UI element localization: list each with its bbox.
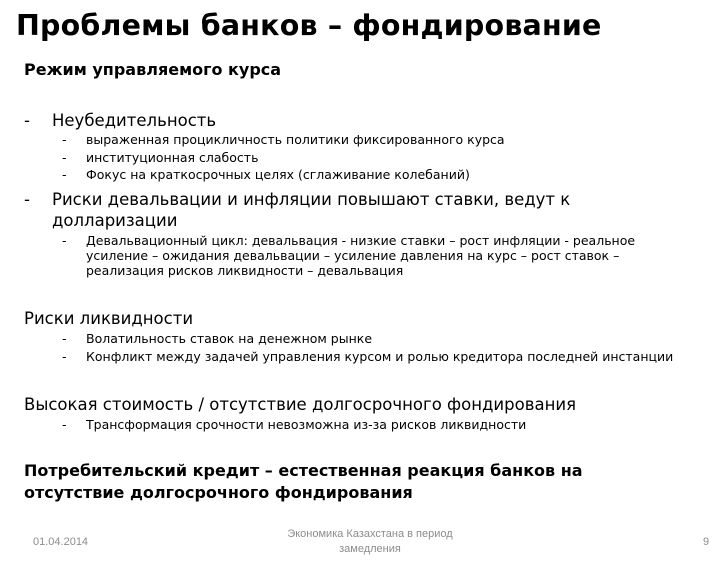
footer-title-line1: Экономика Казахстана в период — [287, 528, 453, 540]
section-heading-managed-rate: Режим управляемого курса — [24, 60, 282, 79]
sub-bullet-text: Трансформация срочности невозможна из-за рисков ликвидности — [86, 417, 527, 432]
footer-title — [270, 527, 470, 557]
slide-number: 9 — [703, 536, 710, 548]
section-heading-high-cost: Высокая стоимость / отсутствие долгосрочного фондирования — [24, 395, 577, 414]
sub-bullet-dash: - — [62, 167, 67, 182]
sub-bullet-dash: - — [62, 417, 67, 432]
bullet-text-line1: Риски девальвации и инфляции повышают ставки, ведут к — [52, 190, 571, 209]
footer-title-line2: замедления — [339, 543, 401, 555]
sub-bullet-text: выраженная процикличность политики фиксированного курса — [86, 132, 505, 147]
sub-bullet-text: институционная слабость — [86, 150, 259, 165]
conclusion-line1: Потребительский кредит – естественная реакция банков на — [24, 461, 583, 480]
sub-bullet-dash: - — [62, 150, 67, 165]
section-heading-liquidity-risks: Риски ликвидности — [24, 309, 194, 328]
sub-bullet-dash: - — [62, 132, 67, 147]
sub-bullet-text: Фокус на краткосрочных целях (сглаживание колебаний) — [86, 167, 470, 182]
bullet-text: Неубедительность — [52, 111, 217, 130]
bullet-dash: - — [24, 111, 30, 130]
sub-bullet-dash: - — [62, 331, 67, 346]
conclusion-line2: отсутствие долгосрочного фондирования — [24, 483, 413, 502]
bullet-text-line2: долларизации — [52, 211, 178, 230]
sub-bullet-text-line2: усиление – ожидания девальвации – усиление давления на курс – рост ставок – — [86, 248, 620, 263]
sub-bullet-text: Волатильность ставок на денежном рынке — [86, 331, 373, 346]
slide-title: Проблемы банков – фондирование — [16, 9, 602, 42]
sub-bullet-text: Конфликт между задачей управления курсом и ролью кредитора последней инстанции — [86, 349, 674, 364]
conclusion-text — [24, 460, 664, 504]
sub-bullet-text-line1: Девальвационный цикл: девальвация - низкие ставки – рост инфляции - реальное — [86, 233, 636, 248]
sub-bullet-text-line3: реализация рисков ликвидности – девальвация — [86, 263, 404, 278]
bullet-dash: - — [24, 190, 30, 209]
footer-date: 01.04.2014 — [33, 536, 89, 548]
sub-bullet-dash: - — [62, 349, 67, 364]
sub-bullet-dash: - — [62, 233, 67, 248]
